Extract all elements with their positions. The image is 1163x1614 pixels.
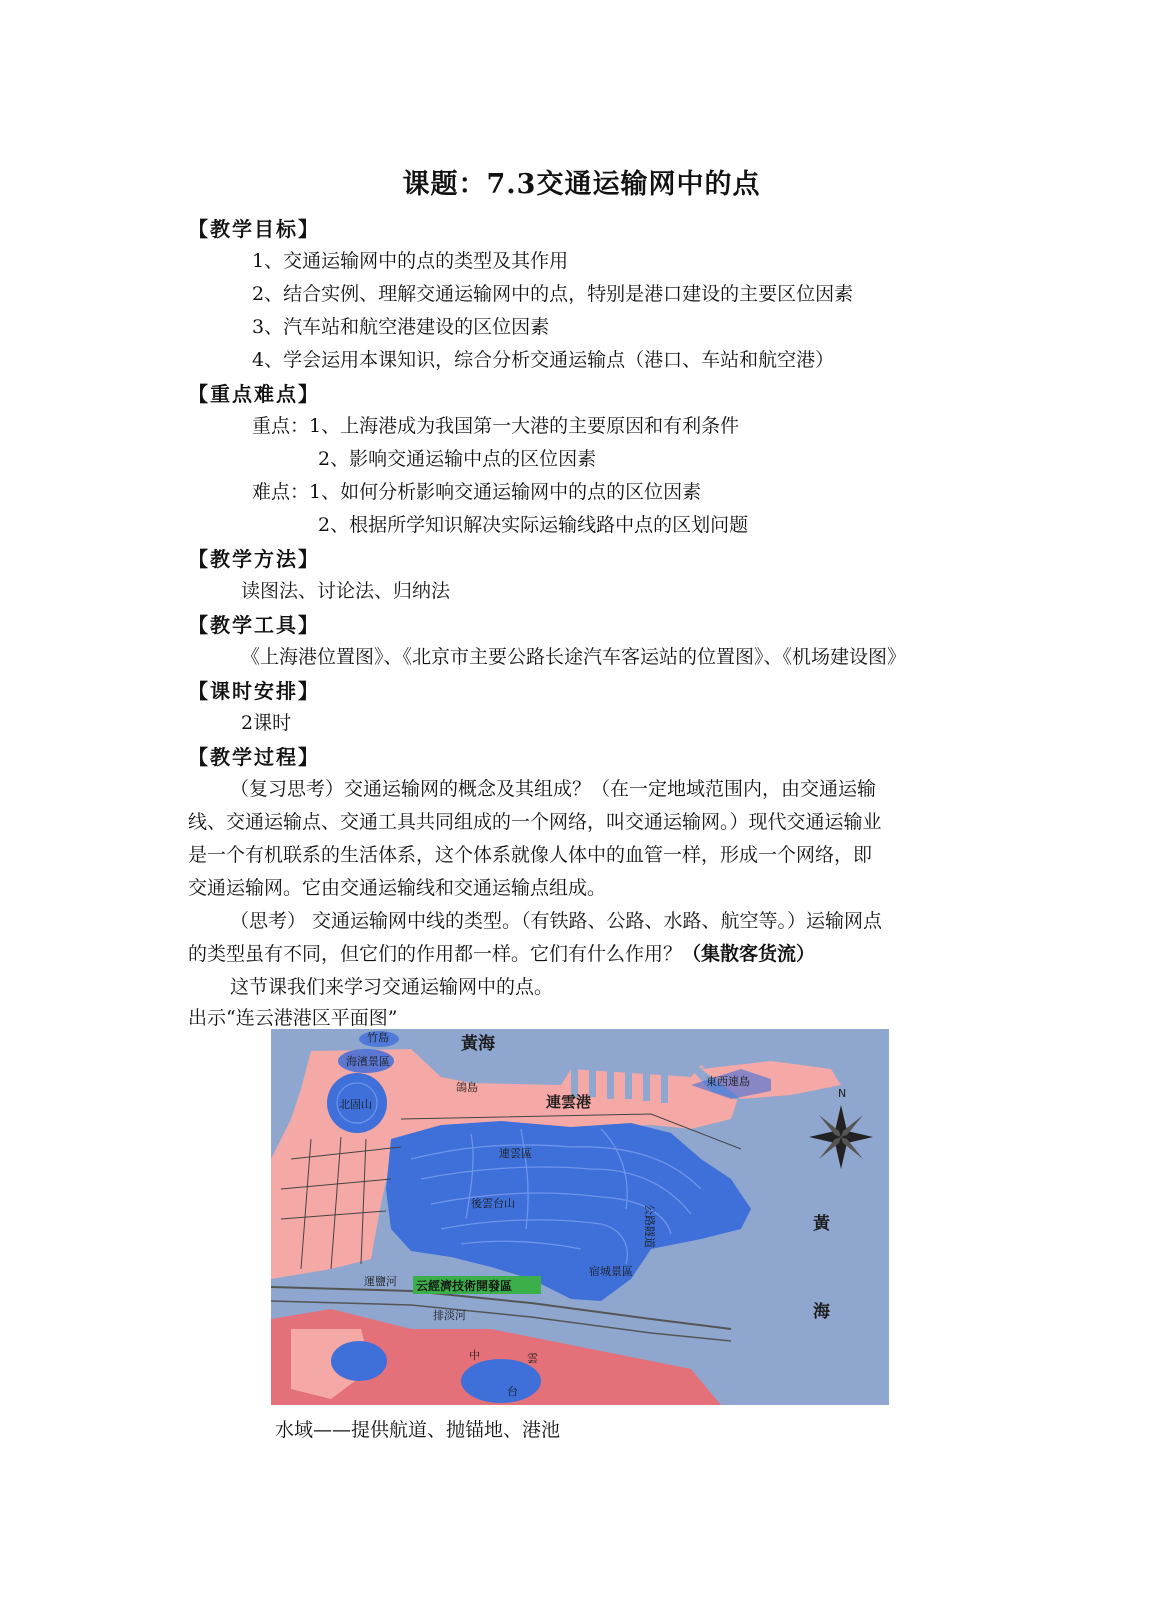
key-point-2: 2、影响交通运输中点的区位因素: [318, 448, 597, 470]
process-p4: 出示“连云港港区平面图”: [188, 1007, 398, 1029]
lianyungang-port-map: [271, 1029, 889, 1405]
map-label-pigeon-island: 鴿島: [456, 1081, 478, 1094]
map-label-sea-north: 黃海: [461, 1034, 495, 1054]
map-label-zone: 云經濟技術開發區: [416, 1279, 513, 1293]
map-compass-label: N: [838, 1087, 847, 1100]
map-label-suicheng: 宿城景區: [589, 1265, 633, 1278]
map-label-sea-east-2: 海: [813, 1302, 830, 1322]
map-label-bamboo-island: 竹島: [367, 1031, 389, 1044]
map-label-mountain: 後雲台山: [471, 1197, 515, 1210]
map-label-district: 連雲區: [499, 1147, 532, 1160]
hard-point-1: 难点：1、如何分析影响交通运输网中的点的区位因素: [252, 481, 702, 503]
map-label-river: 排淡河: [433, 1309, 466, 1322]
map-label-east-island: 東西連島: [706, 1075, 750, 1088]
section-heading-schedule: 【课时安排】: [188, 679, 320, 703]
key-point-1: 重点：1、上海港成为我国第一大港的主要原因和有利条件: [252, 415, 740, 437]
process-p1-line-3: 是一个有机联系的生活体系，这个体系就像人体中的血管一样，形成一个网络，即: [188, 844, 873, 866]
map-caption: 水域——提供航道、抛锚地、港池: [275, 1419, 561, 1441]
goal-item-4: 4、学会运用本课知识，综合分析交通运输点（港口、车站和航空港）: [252, 349, 835, 371]
goal-item-1: 1、交通运输网中的点的类型及其作用: [252, 250, 569, 272]
process-p2-answer: （集散客货流）: [682, 943, 816, 965]
hard-point-2: 2、根据所学知识解决实际运输线路中点的区划问题: [318, 514, 749, 536]
map-label-road: 公路隧道: [643, 1204, 656, 1248]
process-p2-line-2-text: 的类型虽有不同，但它们的作用都一样。它们有什么作用？: [188, 943, 683, 965]
process-p2-line-1: （思考） 交通运输网中线的类型。（有铁路、公路、水路、航空等。）运输网点: [230, 910, 883, 932]
map-label-scenic-west: 海濱景區: [346, 1055, 390, 1068]
process-p1-line-4: 交通运输网。它由交通运输线和交通运输点组成。: [188, 877, 607, 899]
map-label-canal: 運鹽河: [364, 1275, 397, 1288]
map-south-hill: [461, 1359, 541, 1403]
methods-text: 读图法、讨论法、归纳法: [241, 580, 451, 602]
map-label-port: 連雲港: [546, 1093, 592, 1111]
map-label-sea-east-1: 黃: [813, 1214, 830, 1234]
page-title: 课题：7.3交通运输网中的点: [402, 169, 761, 200]
process-p1-line-1: （复习思考）交通运输网的概念及其组成？（在一定地域范围内，由交通运输: [230, 778, 877, 800]
schedule-text: 2课时: [241, 712, 292, 734]
section-heading-methods: 【教学方法】: [188, 547, 320, 571]
process-p1-line-2: 线、交通运输点、交通工具共同组成的一个网络，叫交通运输网。）现代交通运输业: [188, 811, 882, 833]
process-p3: 这节课我们来学习交通运输网中的点。: [230, 976, 554, 998]
goal-item-2: 2、结合实例、理解交通运输网中的点，特别是港口建设的主要区位因素: [252, 283, 854, 305]
goal-item-3: 3、汽车站和航空港建设的区位因素: [252, 316, 550, 338]
tools-text: 《上海港位置图》、《北京市主要公路长途汽车客运站的位置图》、《机场建设图》: [241, 646, 907, 668]
map-label-yun: 雲: [527, 1352, 538, 1365]
map-label-tai: 台: [507, 1385, 518, 1398]
section-heading-process: 【教学过程】: [188, 745, 320, 769]
map-label-hill: 北固山: [339, 1098, 372, 1111]
section-heading-tools: 【教学工具】: [188, 613, 320, 637]
map-label-zhong: 中: [469, 1349, 480, 1362]
section-heading-goals: 【教学目标】: [188, 217, 320, 241]
process-p2-line-2: [188, 939, 815, 966]
map-lake: [331, 1341, 387, 1381]
section-heading-key-points: 【重点难点】: [188, 382, 320, 406]
